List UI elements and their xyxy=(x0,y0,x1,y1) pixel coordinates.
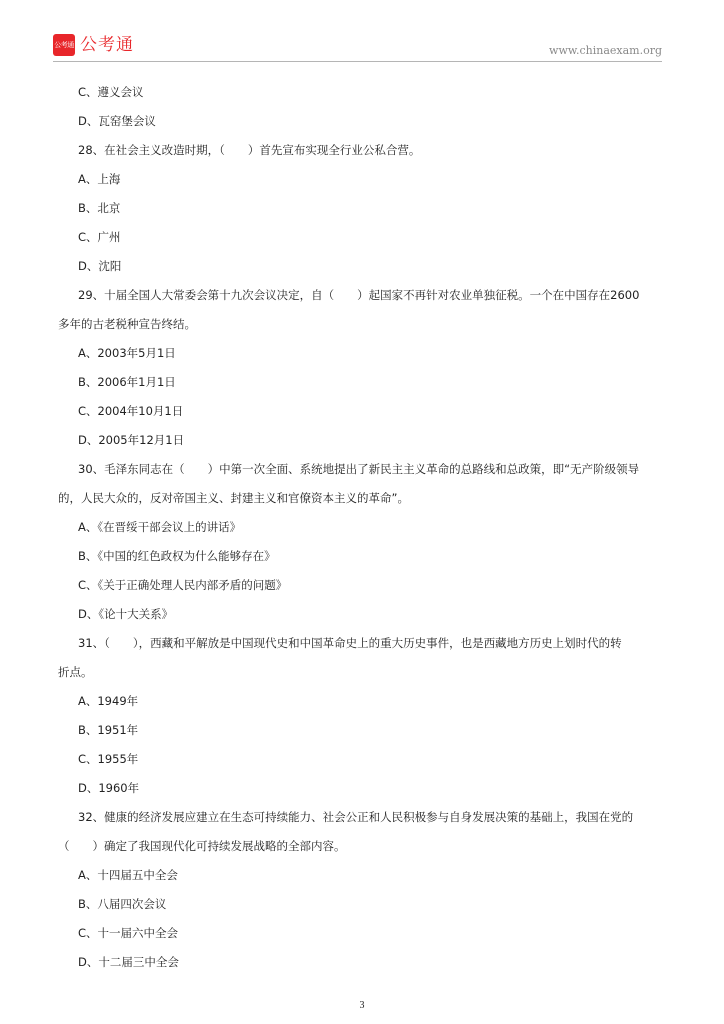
answer-option: A、《在晋绥干部会议上的讲话》 xyxy=(78,520,242,534)
question-continuation: 的，人民大众的，反对帝国主义、封建主义和官僚资本主义的革命”。 xyxy=(58,491,409,505)
question-continuation: （ ）确定了我国现代化可持续发展战略的全部内容。 xyxy=(58,839,346,853)
answer-option: C、十一届六中全会 xyxy=(78,926,179,940)
answer-option: C、广州 xyxy=(78,230,121,244)
answer-option: D、沈阳 xyxy=(78,259,122,273)
answer-option: A、上海 xyxy=(78,172,121,186)
answer-option: B、八届四次会议 xyxy=(78,897,167,911)
answer-option: B、1951年 xyxy=(78,723,139,737)
answer-option: B、北京 xyxy=(78,201,121,215)
question-continuation: 折点。 xyxy=(58,665,93,679)
answer-option: D、瓦窑堡会议 xyxy=(78,114,156,128)
answer-option: D、1960年 xyxy=(78,781,140,795)
answer-option: D、2005年12月1日 xyxy=(78,433,185,447)
question-text: 29、十届全国人大常委会第十九次会议决定，自（ ）起国家不再针对农业单独征税。一个在中国存在2600 xyxy=(78,288,640,302)
question-text: 31、（ ），西藏和平解放是中国现代史和中国革命史上的重大历史事件，也是西藏地方历史上划时代的转 xyxy=(78,636,622,650)
page-number: 3 xyxy=(359,1000,365,1011)
question-continuation: 多年的古老税种宣告终结。 xyxy=(58,317,196,331)
logo-text: 公考通 xyxy=(80,35,134,55)
question-text: 32、健康的经济发展应建立在生态可持续能力、社会公正和人民积极参与自身发展决策的基础上，我国在党的 xyxy=(78,810,634,824)
answer-option: A、1949年 xyxy=(78,694,139,708)
answer-option: D、《论十大关系》 xyxy=(78,607,174,621)
question-text: 28、在社会主义改造时期，（ ）首先宣布实现全行业公私合营。 xyxy=(78,143,421,157)
answer-option: C、2004年10月1日 xyxy=(78,404,184,418)
answer-option: C、《关于正确处理人民内部矛盾的问题》 xyxy=(78,578,288,592)
answer-option: B、《中国的红色政权为什么能够存在》 xyxy=(78,549,276,563)
brand-logo xyxy=(53,34,134,56)
answer-option: C、遵义会议 xyxy=(78,85,144,99)
logo-badge-icon: 公考通 xyxy=(53,34,75,56)
answer-option: B、2006年1月1日 xyxy=(78,375,176,389)
page-header xyxy=(0,0,724,64)
site-url: www.chinaexam.org xyxy=(549,44,662,57)
header-divider xyxy=(53,61,662,62)
question-text: 30、毛泽东同志在（ ）中第一次全面、系统地提出了新民主主义革命的总路线和总政策，即“无产阶级领导 xyxy=(78,462,640,476)
answer-option: C、1955年 xyxy=(78,752,139,766)
answer-option: A、十四届五中全会 xyxy=(78,868,178,882)
document-body xyxy=(58,78,668,977)
answer-option: D、十二届三中全会 xyxy=(78,955,179,969)
answer-option: A、2003年5月1日 xyxy=(78,346,176,360)
